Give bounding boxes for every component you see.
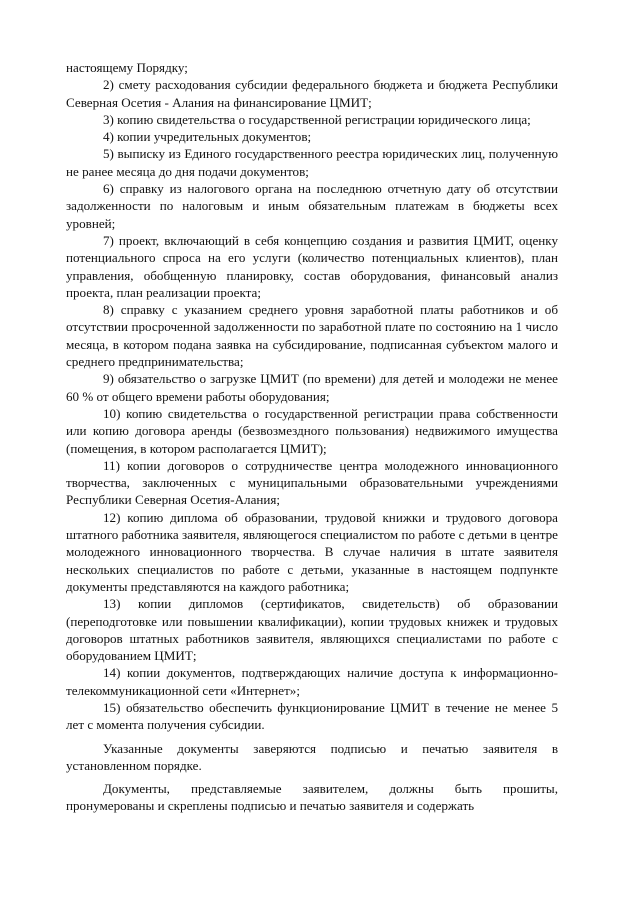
list-item-6-tax-certificate: 6) справку из налогового органа на последнюю отчетную дату об отсутствии задолженности по налоговым и иным обязательным платежам в бюджеты всех уровней; [66, 181, 558, 231]
list-item-4-founding-documents: 4) копии учредительных документов; [103, 129, 312, 145]
list-item-8-salary-certificate: 8) справку с указанием среднего уровня заработной платы работников и об отсутствии просроченной задолженности по заработной плате по состоянию на 1 число месяца, в котором подана заявка на субсидирование, подписанная субъектом малого и среднего предпринимательства; [66, 302, 558, 370]
list-item-7-project: 7) проект, включающий в себя концепцию создания и развития ЦМИТ, оценку потенциального спроса на его услуги (количество потенциальных клиентов), план управления, обобщенную планировку, состав оборудования, финансовый анализ проекта, план реализации проекта; [66, 232, 558, 300]
list-item-2-budget-estimate: 2) смету расходования субсидии федерального бюджета и бюджета Республики Северная Осетия - Алания на финансирование ЦМИТ; [66, 77, 558, 110]
list-item-13-diplomas-copies: 13) копии дипломов (сертификатов, свидетельств) об образовании (переподготовке или повышении квалификации), копии трудовых книжек и трудовых договоров штатных работников заявителя, являющихся специалистами по работе с оборудованием ЦМИТ; [66, 596, 558, 664]
list-item-5-registry-extract: 5) выписку из Единого государственного реестра юридических лиц, полученную не ранее месяца до дня подачи документов; [66, 146, 558, 179]
list-item-11-cooperation-agreements: 11) копии договоров о сотрудничестве центра молодежного инновационного творчества, заключенных с муниципальными образовательными учреждениями Республики Северная Осетия-Алания; [66, 457, 558, 508]
list-item-15-operation-obligation: 15) обязательство обеспечить функционирование ЦМИТ в течение не менее 5 лет с момента получения субсидии. [66, 699, 558, 733]
paragraph-continuation: настоящему Порядку; [66, 60, 188, 75]
list-item-9-load-obligation: 9) обязательство о загрузке ЦМИТ (по времени) для детей и молодежи не менее 60 % от общего времени работы оборудования; [66, 371, 558, 404]
list-item-10-property-certificate: 10) копию свидетельства о государственной регистрации права собственности или копию договора аренды (безвозмездного пользования) недвижимого имущества (помещения, в котором располагается ЦМИТ); [66, 405, 558, 456]
list-item-3-registration-certificate: 3) копию свидетельства о государственной регистрации юридического лица; [103, 111, 531, 127]
paragraph-certification: Указанные документы заверяются подписью и печатью заявителя в установленном порядке. [66, 740, 558, 773]
list-item-14-internet-access: 14) копии документов, подтверждающих наличие доступа к информационно-телекоммуникационной сети «Интернет»; [66, 665, 558, 698]
list-item-12-diploma-copy: 12) копию диплома об образовании, трудовой книжки и трудового договора штатного работника заявителя, являющегося специалистом по работе с детьми в центре молодежного инновационного творчества. В случае наличия в штате заявителя нескольких специалистов по работе с детьми, указанные в настоящем подпункте документы представляются на каждого работника; [66, 509, 558, 594]
paragraph-binding-requirements: Документы, представляемые заявителем, должны быть прошиты, пронумерованы и скреплены подписью и печатью заявителя и содержать [66, 781, 558, 814]
document-page [66, 59, 558, 815]
